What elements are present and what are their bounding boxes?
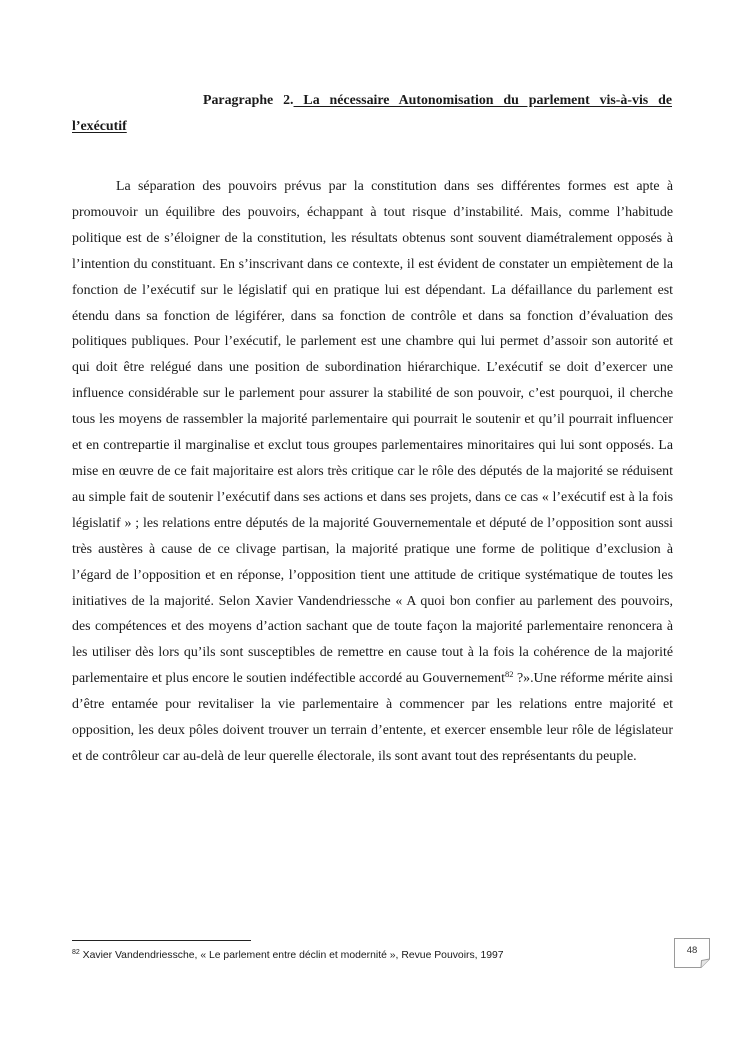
page-number-box [674, 938, 710, 968]
footnote-separator [72, 940, 251, 941]
body-paragraph [72, 174, 673, 770]
footnote-reference: 82 [504, 669, 514, 680]
heading-label: Paragraphe 2. [203, 93, 294, 108]
section-heading [72, 88, 672, 140]
footnote [72, 948, 632, 964]
heading-title: La nécessaire Autonomisation du parlement vis-à-vis de l’exécutif [72, 93, 672, 134]
footnote-number: 82 [72, 949, 80, 956]
footnote-text: Xavier Vandendriessche, « Le parlement entre déclin et modernité », Revue Pouvoirs, 1997 [79, 950, 504, 961]
paragraph-text-part2: ?».Une réforme mérite ainsi d’être entamée pour revitaliser la vie parlementaire à commencer par les relations entre majorité et opposition, les deux pôles doivent trouver un terrain d’entente, et exercer ensemble leur rôle de législateur et de contrôleur car au-delà de leur querelle électorale, ils sont avant tout des représentants du peuple. [72, 671, 673, 764]
page-number: 48 [686, 945, 698, 956]
paragraph-text-part1: La séparation des pouvoirs prévus par la constitution dans ses différentes formes est apte à promouvoir un équilibre des pouvoirs, échappant à tout risque d’instabilité. Mais, comme l’habitude politique est de s’éloigner de la constitution, les résultats obtenus sont souvent diamétralement opposés à l’intention du constituant. En s’inscrivant dans ce contexte, il est évident de constater un empiètement de la fonction de l’exécutif sur le législatif qui en pratique lui est dépendant. La défaillance du parlement est étendu dans sa fonction de légiférer, dans sa fonction de contrôle et dans sa fonction d’évaluation des politiques publiques. Pour l’exécutif, le parlement est une chambre qui lui permet d’assoir son autorité et qui doit être relégué dans une position de subordination hiérarchique. L’exécutif se doit d’exercer une influence considérable sur le parlement pour assurer la stabilité de son pouvoir, c’est pourquoi, il cherche tous les moyens de rassembler la majorité parlementaire qui pourrait le soutenir et qu’il pourrait influencer et en contrepartie il marginalise et exclut tous groupes parlementaires minoritaires qui lui sont opposés. La mise en œuvre de ce fait majoritaire est alors très critique car le rôle des députés de la majorité se réduisent au simple fait de soutenir l’exécutif dans ses actions et dans ses projets, dans ce cas « l’exécutif est à la fois législatif » ; les relations entre députés de la majorité Gouvernementale et député de l’opposition sont aussi très austères à cause de ce clivage partisan, la majorité pratique une forme de politique d’exclusion à l’égard de l’opposition et en réponse, l’opposition tient une attitude de critique systématique de toutes les initiatives de la majorité. Selon Xavier Vandendriessche « A quoi bon confier au parlement des pouvoirs, des compétences et des moyens d’action sachant que de toute façon la majorité parlementaire renoncera à les utiliser dès lors qu’ils sont susceptibles de remettre en cause tout à la fois la cohérence de la majorité parlementaire et plus encore le soutien indéfectible accordé au Gouvernement [72, 179, 673, 687]
